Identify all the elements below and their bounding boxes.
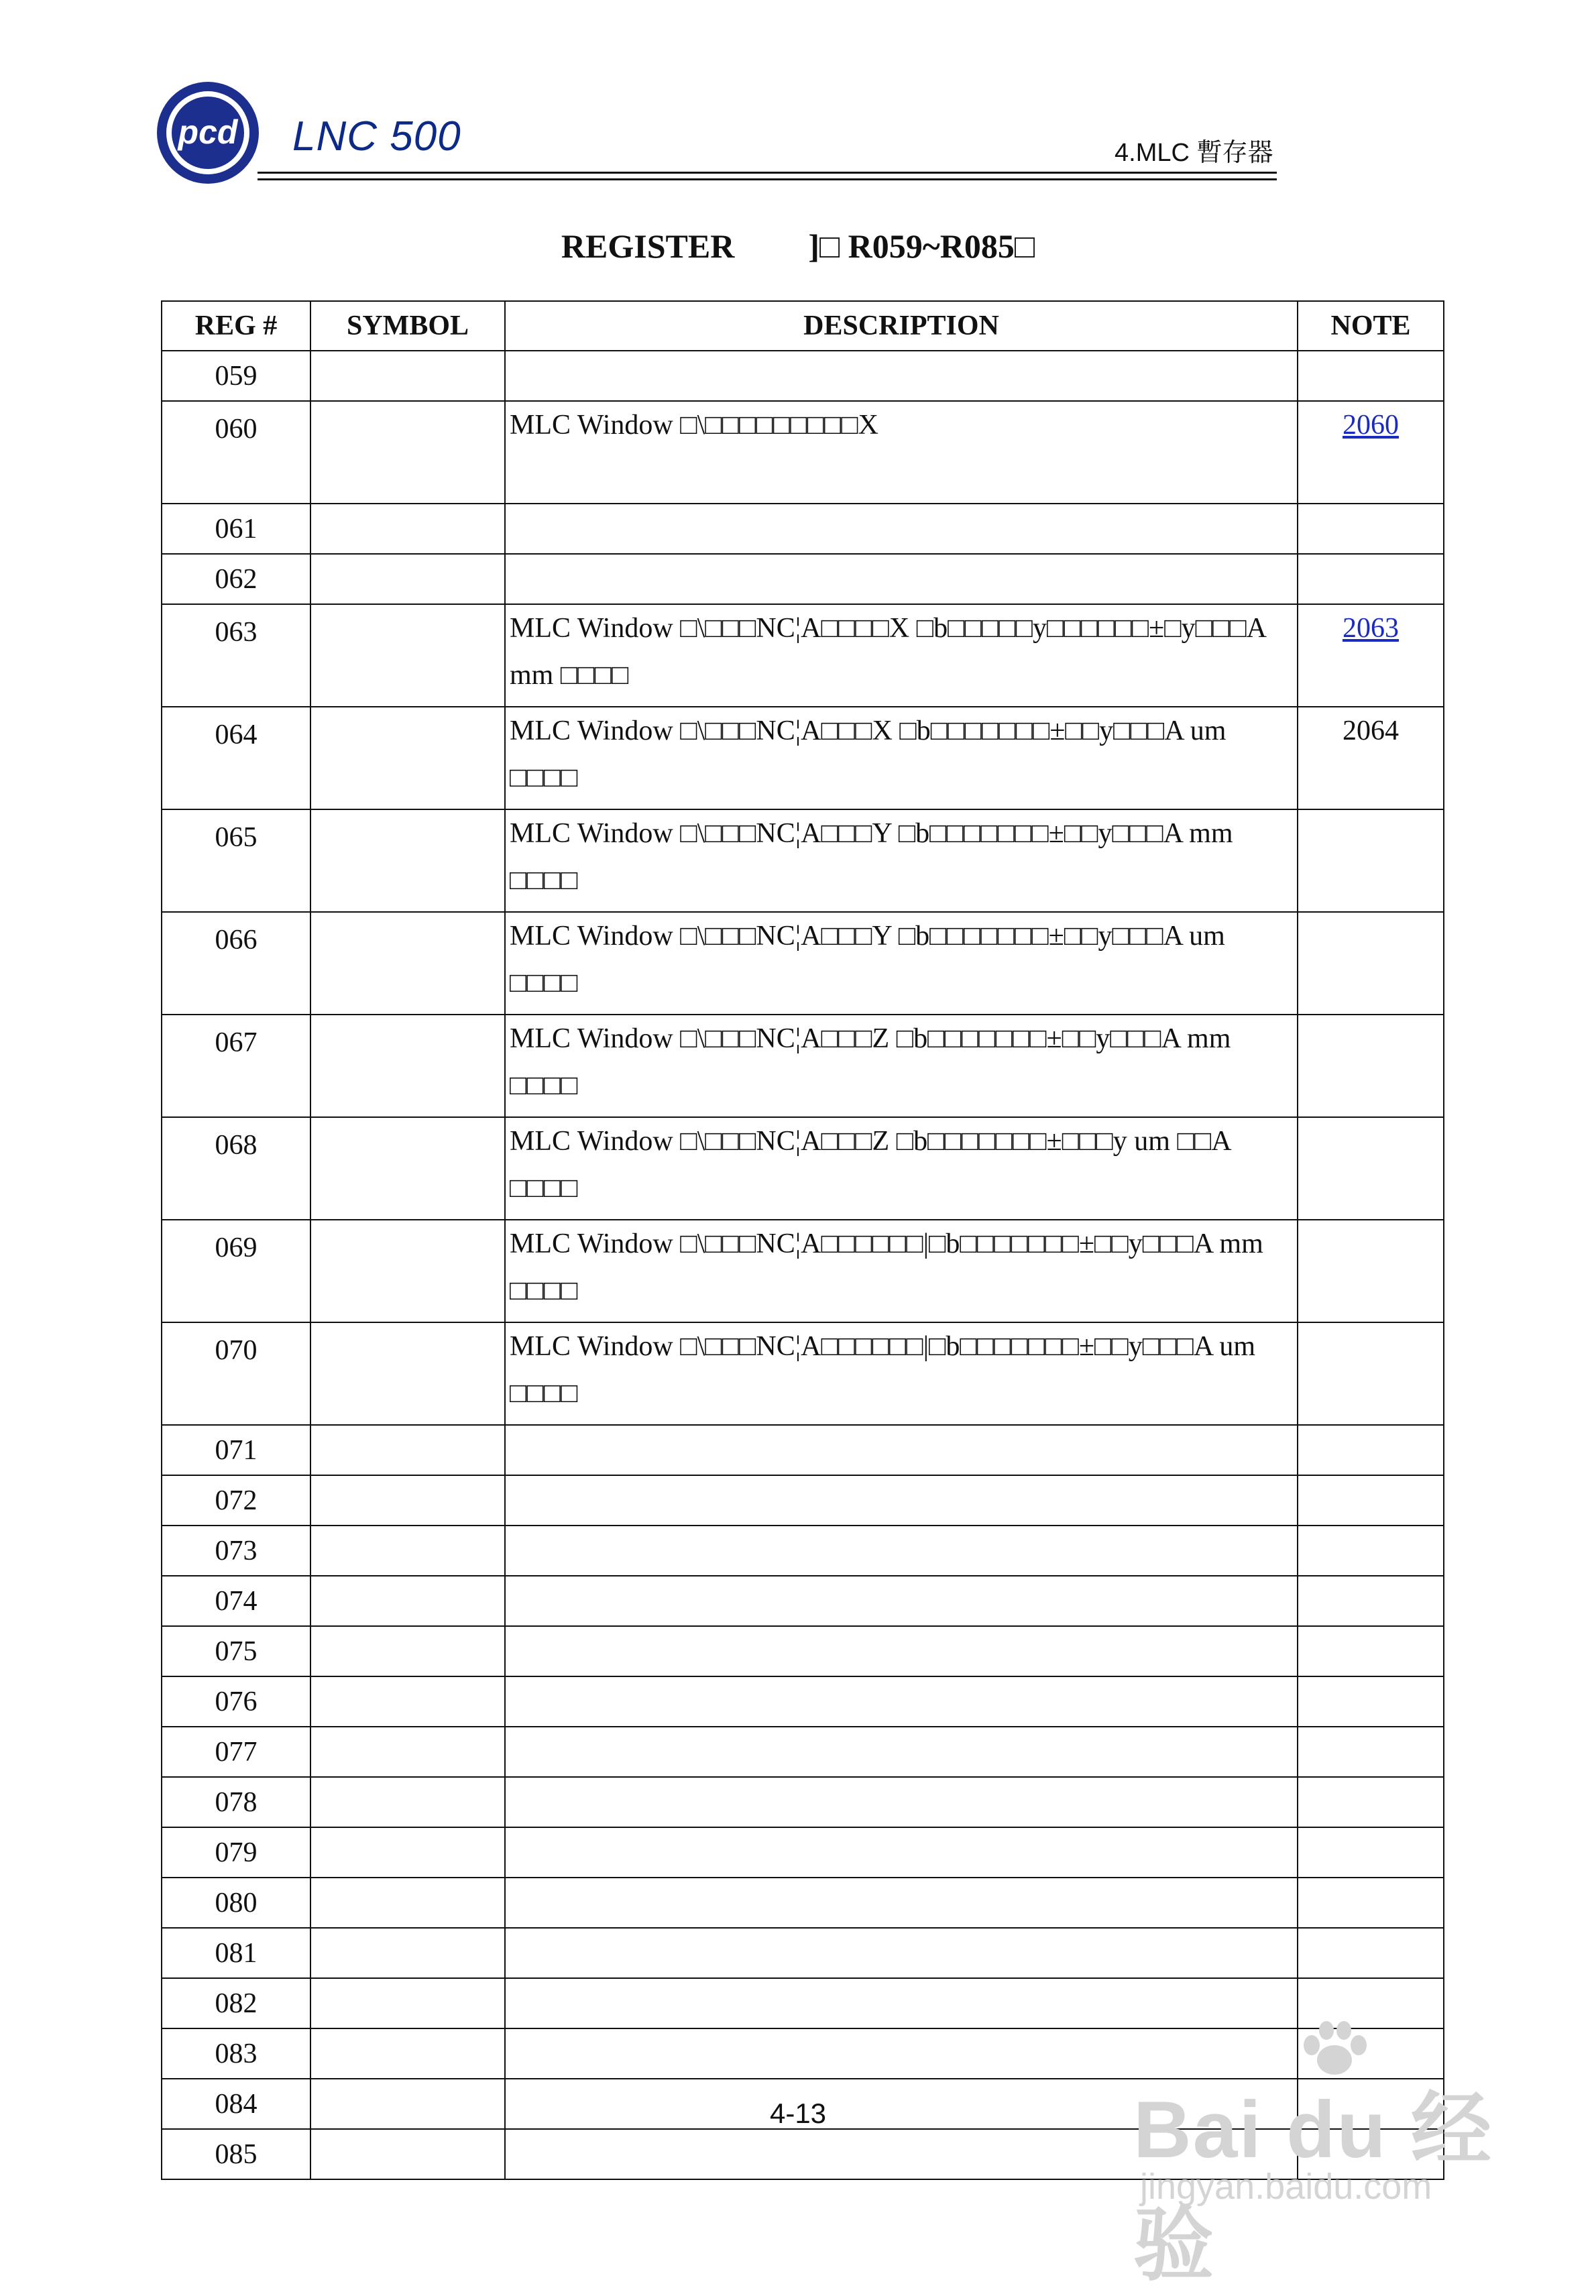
note-cell [1298,554,1444,604]
note-cell [1298,504,1444,554]
header-note: NOTE [1298,301,1444,351]
symbol-cell [310,401,505,504]
note-cell [1298,809,1444,912]
note-cell [1298,1727,1444,1777]
header-description: DESCRIPTION [505,301,1298,351]
symbol-cell [310,1117,505,1220]
page-number: 4-13 [769,2098,827,2129]
header-symbol: SYMBOL [310,301,505,351]
table-row [162,1928,1444,1978]
description-cell [505,1576,1298,1626]
header-reg: REG # [162,301,310,351]
reg-cell: 082 [162,1978,310,2028]
description-cell [505,504,1298,554]
note-link[interactable]: 2063 [1343,613,1399,644]
reg-cell: 066 [162,912,310,1015]
description-cell: MLC Window □\□□□NC¦A□□□Z □b□□□□□□□±□□y□□□A mm □□□□ [505,1015,1298,1117]
table-header-row [162,301,1444,351]
table-row [162,912,1444,1015]
reg-cell: 065 [162,809,310,912]
reg-cell: 079 [162,1827,310,1878]
reg-cell: 070 [162,1322,310,1425]
description-cell [505,1827,1298,1878]
reg-cell: 072 [162,1475,310,1526]
reg-cell: 075 [162,1626,310,1676]
symbol-cell [310,809,505,912]
description-cell: MLC Window □\□□□□□□□□□X [505,401,1298,504]
symbol-cell [310,604,505,707]
description-cell: MLC Window □\□□□NC¦A□□□□□□|□b□□□□□□□±□□y□□□A mm □□□□ [505,1220,1298,1322]
note-cell [1298,1827,1444,1878]
reg-cell: 077 [162,1727,310,1777]
logo-text: pcd [178,113,238,151]
note-cell [1298,1475,1444,1526]
table-row [162,1626,1444,1676]
note-cell [1298,1425,1444,1475]
watermark-brand: Bai du 经验 [1133,2085,1493,2290]
description-cell [505,1626,1298,1676]
header-rule-top [258,172,1277,174]
reg-cell: 060 [162,401,310,504]
table-row [162,1322,1444,1425]
symbol-cell [310,1220,505,1322]
product-title: LNC 500 [292,113,461,160]
table-row [162,1576,1444,1626]
symbol-cell [310,1425,505,1475]
note-cell [1298,1878,1444,1928]
reg-cell: 064 [162,707,310,809]
description-cell [505,1425,1298,1475]
symbol-cell [310,1015,505,1117]
reg-cell: 069 [162,1220,310,1322]
table-row [162,1475,1444,1526]
table-row [162,1425,1444,1475]
description-cell: MLC Window □\□□□NC¦A□□□Y □b□□□□□□□±□□y□□□A mm □□□□ [505,809,1298,912]
note-cell [1298,1322,1444,1425]
reg-cell: 062 [162,554,310,604]
symbol-cell [310,1928,505,1978]
reg-cell: 076 [162,1676,310,1727]
reg-cell: 083 [162,2028,310,2079]
table-row [162,504,1444,554]
reg-cell: 061 [162,504,310,554]
description-cell: MLC Window □\□□□NC¦A□□□□X □b□□□□□y□□□□□□±□y□□□A mm □□□□ [505,604,1298,707]
symbol-cell [310,1827,505,1878]
table-row [162,1878,1444,1928]
table-row [162,351,1444,401]
symbol-cell [310,554,505,604]
note-cell [1298,401,1444,504]
reg-cell: 068 [162,1117,310,1220]
symbol-cell [310,912,505,1015]
reg-cell: 071 [162,1425,310,1475]
table-row [162,401,1444,504]
note-cell [1298,1526,1444,1576]
note-cell [1298,351,1444,401]
table-row [162,1117,1444,1220]
table-row [162,1015,1444,1117]
symbol-cell [310,1978,505,2028]
table-row [162,809,1444,912]
reg-cell: 085 [162,2129,310,2179]
header-rule-bottom [258,178,1277,180]
symbol-cell [310,1878,505,1928]
symbol-cell [310,504,505,554]
description-cell [505,554,1298,604]
table-row [162,1676,1444,1727]
description-cell [505,1475,1298,1526]
note-cell [1298,604,1444,707]
note-cell [1298,1015,1444,1117]
table-row [162,1727,1444,1777]
table-row [162,1827,1444,1878]
title-left: REGISTER [561,227,735,265]
title-right: ]□ R059~R085□ [808,227,1035,265]
note-cell [1298,1777,1444,1827]
description-cell: MLC Window □\□□□NC¦A□□□Y □b□□□□□□□±□□y□□□A um □□□□ [505,912,1298,1015]
symbol-cell [310,1676,505,1727]
table-body [162,351,1444,2179]
description-cell [505,1928,1298,1978]
symbol-cell [310,1626,505,1676]
table-row [162,707,1444,809]
symbol-cell [310,707,505,809]
description-cell [505,351,1298,401]
note-link[interactable]: 2060 [1343,410,1399,441]
reg-cell: 084 [162,2079,310,2129]
table-row [162,1220,1444,1322]
note-cell: 2064 [1298,707,1444,809]
symbol-cell [310,1727,505,1777]
watermark-url: jingyan.baidu.com [1140,2167,1432,2207]
symbol-cell [310,1777,505,1827]
note-cell [1298,1928,1444,1978]
reg-cell: 063 [162,604,310,707]
description-cell: MLC Window □\□□□NC¦A□□□X □b□□□□□□□±□□y□□□A um □□□□ [505,707,1298,809]
table-row [162,1777,1444,1827]
note-cell [1298,1576,1444,1626]
note-cell [1298,1626,1444,1676]
page-title [0,227,1596,266]
note-cell [1298,1676,1444,1727]
symbol-cell [310,351,505,401]
table-row [162,1526,1444,1576]
symbol-cell [310,1576,505,1626]
watermark [1133,2018,1509,2290]
symbol-cell [310,1526,505,1576]
note-cell [1298,912,1444,1015]
symbol-cell [310,1475,505,1526]
description-cell [505,1727,1298,1777]
reg-cell: 059 [162,351,310,401]
symbol-cell [310,1322,505,1425]
reg-cell: 080 [162,1878,310,1928]
symbol-cell [310,2028,505,2079]
description-cell: MLC Window □\□□□NC¦A□□□□□□|□b□□□□□□□±□□y□□□A um □□□□ [505,1322,1298,1425]
description-cell [505,1676,1298,1727]
reg-cell: 078 [162,1777,310,1827]
note-cell [1298,1220,1444,1322]
symbol-cell [310,2129,505,2179]
reg-cell: 073 [162,1526,310,1576]
description-cell [505,1526,1298,1576]
chapter-label: 4.MLC 暫存器 [1115,139,1273,167]
pcd-logo [154,79,262,186]
register-table [161,300,1444,2180]
description-cell [505,1777,1298,1827]
description-cell: MLC Window □\□□□NC¦A□□□Z □b□□□□□□□±□□□y um □□A □□□□ [505,1117,1298,1220]
description-cell [505,1878,1298,1928]
note-cell [1298,1117,1444,1220]
reg-cell: 067 [162,1015,310,1117]
table-row [162,604,1444,707]
table-row [162,554,1444,604]
reg-cell: 074 [162,1576,310,1626]
reg-cell: 081 [162,1928,310,1978]
